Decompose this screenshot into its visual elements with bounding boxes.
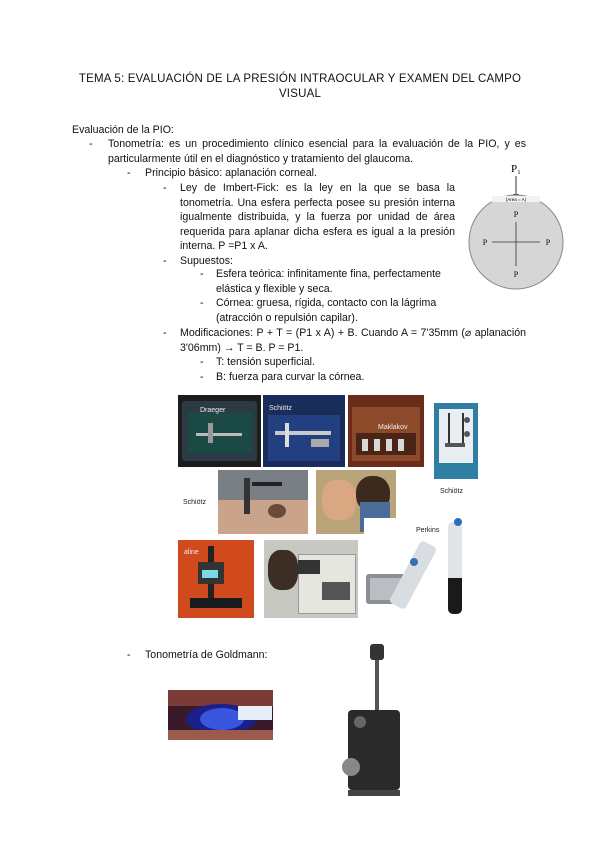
maklakov-label: Maklakov (378, 424, 408, 431)
bullet-dash: - (200, 297, 204, 309)
p-right-label: P (545, 238, 551, 247)
schiotz-use-photo (218, 470, 308, 534)
imbert-fick-diagram (462, 160, 572, 295)
page-title: TEMA 5: EVALUACIÓN DE LA PRESIÓN INTRAOCULAR Y EXAMEN DEL CAMPO VISUAL (78, 73, 522, 100)
schiotz-case-photo (263, 395, 345, 467)
goldmann-tonometer-photo (340, 640, 410, 800)
p-bottom-label: P (513, 270, 519, 279)
schiotz-case-label: Schiötz (269, 405, 292, 412)
draeger-label: Draeger (200, 407, 226, 414)
cornea-text: Córnea: gruesa, rígida, contacto con la lágrima (atracción o repulsión capilar). (216, 297, 437, 324)
bullet-dash: - (200, 356, 204, 368)
photo-label-aline: aline (184, 549, 199, 556)
area-label: (Area = A) (505, 197, 527, 202)
maklakov-photo (348, 395, 424, 467)
ley-text: Ley de Imbert-Fick: es la ley en la que se basa la tonometría. Una esfera perfecta posee su presión interna igualmente distribuida, y la fuerza por unidad de área requerida para aplanar dicha esfera es igual a la presión interna. P =P1 x A. (180, 182, 455, 253)
b-fuerza-text: B: fuerza para curvar la córnea. (216, 371, 365, 383)
draeger-photo (178, 395, 261, 467)
tonometria-text: es un procedimiento clínico esencial para la evaluación de la PIO, y es particularmente útil en el diagnóstico y tratamiento del glaucoma. (108, 138, 526, 165)
section-heading: Evaluación de la PIO: (72, 124, 174, 136)
diagram-p1-label: P₁ (511, 163, 521, 175)
perkins-tonometer-photo (364, 518, 484, 618)
tonometria-label: Tonometría: (108, 138, 164, 150)
bullet-dash: - (127, 649, 131, 661)
goldmann-text: Tonometría de Goldmann: (145, 649, 268, 661)
t-tension-text: T: tensión superficial. (216, 356, 315, 368)
bullet-dash: - (200, 268, 204, 280)
bullet-dash: - (163, 182, 167, 194)
bullet-dash: - (163, 255, 167, 267)
schiotz-diagram-photo (434, 403, 478, 479)
goldmann-eye-photo (168, 690, 273, 740)
noncontact-tonometer-photo (264, 540, 358, 618)
p-left-label: P (482, 238, 488, 247)
slit-lamp-tonometer-photo (178, 540, 254, 618)
bullet-dash: - (89, 138, 93, 150)
principio-text: Principio básico: aplanación corneal. (145, 167, 317, 179)
schiotz-right-label: Schiötz (440, 488, 463, 495)
perkins-label: Perkins (416, 527, 440, 534)
schiotz-left-label: Schiötz (183, 499, 206, 506)
supuestos-text: Supuestos: (180, 255, 234, 267)
p-top-label: P (513, 210, 519, 219)
bullet-dash: - (163, 327, 167, 339)
bullet-dash: - (127, 167, 131, 179)
modificaciones-text: Modificaciones: P + T = (P1 x A) + B. Cuando A = 7'35mm (⌀ aplanación 3'06mm) → T = B. P = P1. (180, 327, 526, 354)
esfera-text: Esfera teórica: infinitamente fina, perfectamente elástica y flexible y seca. (216, 268, 441, 295)
bullet-dash: - (200, 371, 204, 383)
